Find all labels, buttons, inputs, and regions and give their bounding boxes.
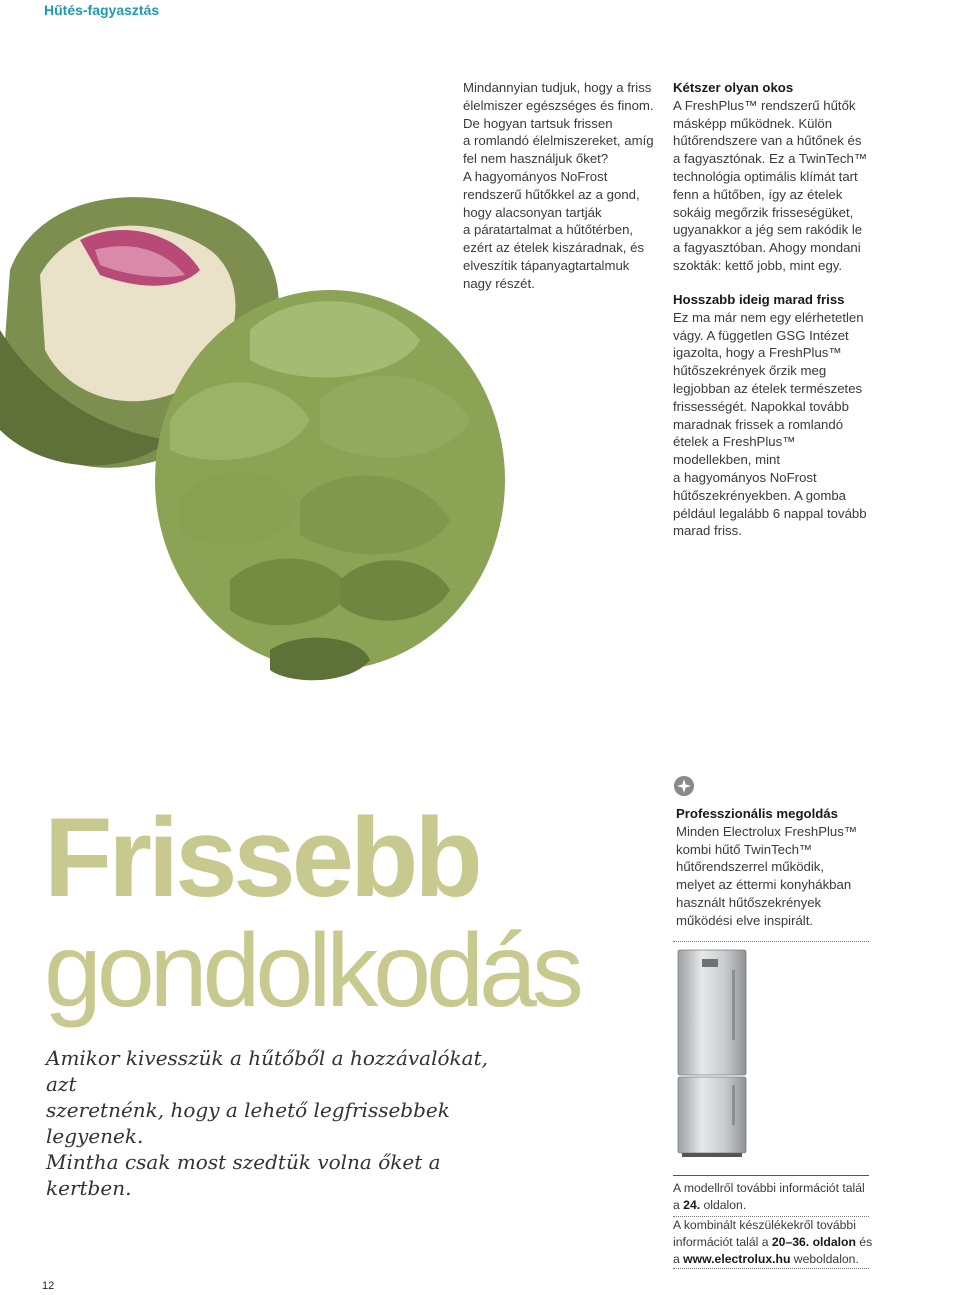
- headline-line-2: gondolkodás: [44, 913, 579, 1029]
- intro-text: Mindannyian tudjuk, hogy a friss élelmiszer egészséges és finom. De hogyan tartsuk frissen a romlandó élelmiszereket, amíg fel nem használjuk őket? A hagyományos NoFrost rendszerű hűtőkkel az a gond, hogy alacsonyan tartják a páratartalmat a hűtőtérben, ezért az ételek kiszáradnak, és elveszítik tápanyagtartalmuk nagy részét.: [463, 80, 654, 291]
- section-heading: Professzionális megoldás: [676, 806, 838, 821]
- artichoke-image: [0, 180, 520, 700]
- model-info: A modellről további információt talál a 24. oldalon.: [673, 1181, 865, 1212]
- divider: [673, 1175, 869, 1176]
- section-twice-smart: Kétszer olyan okos A FreshPlus™ rendszerű hűtők másképp működnek. Külön hűtőrendszere van a hűtőnek és a fagyasztónak. Ez a TwinTech™ technológia optimális klímát tart fenn a hűtőben, így az ételek sokáig megőrzik frisseségüket, ugyanakkor a jég sem rakódik le a fagyasztóban. Ahogy mondani szokták: kettő jobb, mint egy.: [673, 79, 878, 275]
- section-title: Hűtés-fagyasztás: [44, 2, 160, 18]
- headline-line-1: Frissebb: [44, 795, 479, 920]
- professional-solution: Professzionális megoldás Minden Electrolux FreshPlus™ kombi hűtő TwinTech™ hűtőrendszerrel működik, melyet az éttermi konyhákban használt hűtőszekrények működési elve inspirált.: [676, 805, 876, 930]
- section-stays-fresh: Hosszabb ideig marad friss Ez ma már nem egy elérhetetlen vágy. A független GSG Intézet igazolta, hogy a FreshPlus™ hűtőszekrények őrzik meg legjobban az ételek természetes frissességét. Napokkal tovább maradnak frissek a romlandó ételek a FreshPlus™ modellekben, mint a hagyományos NoFrost hűtőszekrényekben. A gomba például legalább 6 nappal tovább marad friss.: [673, 291, 878, 540]
- page-number: 12: [42, 1280, 55, 1292]
- section-heading: Kétszer olyan okos: [673, 80, 794, 95]
- combo-info: A kombinált készülékekről további információt talál a 20–36. oldalon és a www.electrolux.hu weboldalon.: [673, 1218, 873, 1266]
- pull-quote: Amikor kivesszük a hűtőből a hozzávalókat, azt szeretnénk, hogy a lehető legfrissebbek legyenek. Mintha csak most szedtük volna őket a kertben.: [46, 1046, 488, 1200]
- section-heading: Hosszabb ideig marad friss: [673, 292, 845, 307]
- sparkle-icon: [674, 776, 694, 796]
- divider: [673, 1268, 869, 1269]
- divider: [673, 941, 869, 942]
- fridge-image: [668, 945, 758, 1160]
- website-link[interactable]: www.electrolux.hu: [683, 1252, 791, 1266]
